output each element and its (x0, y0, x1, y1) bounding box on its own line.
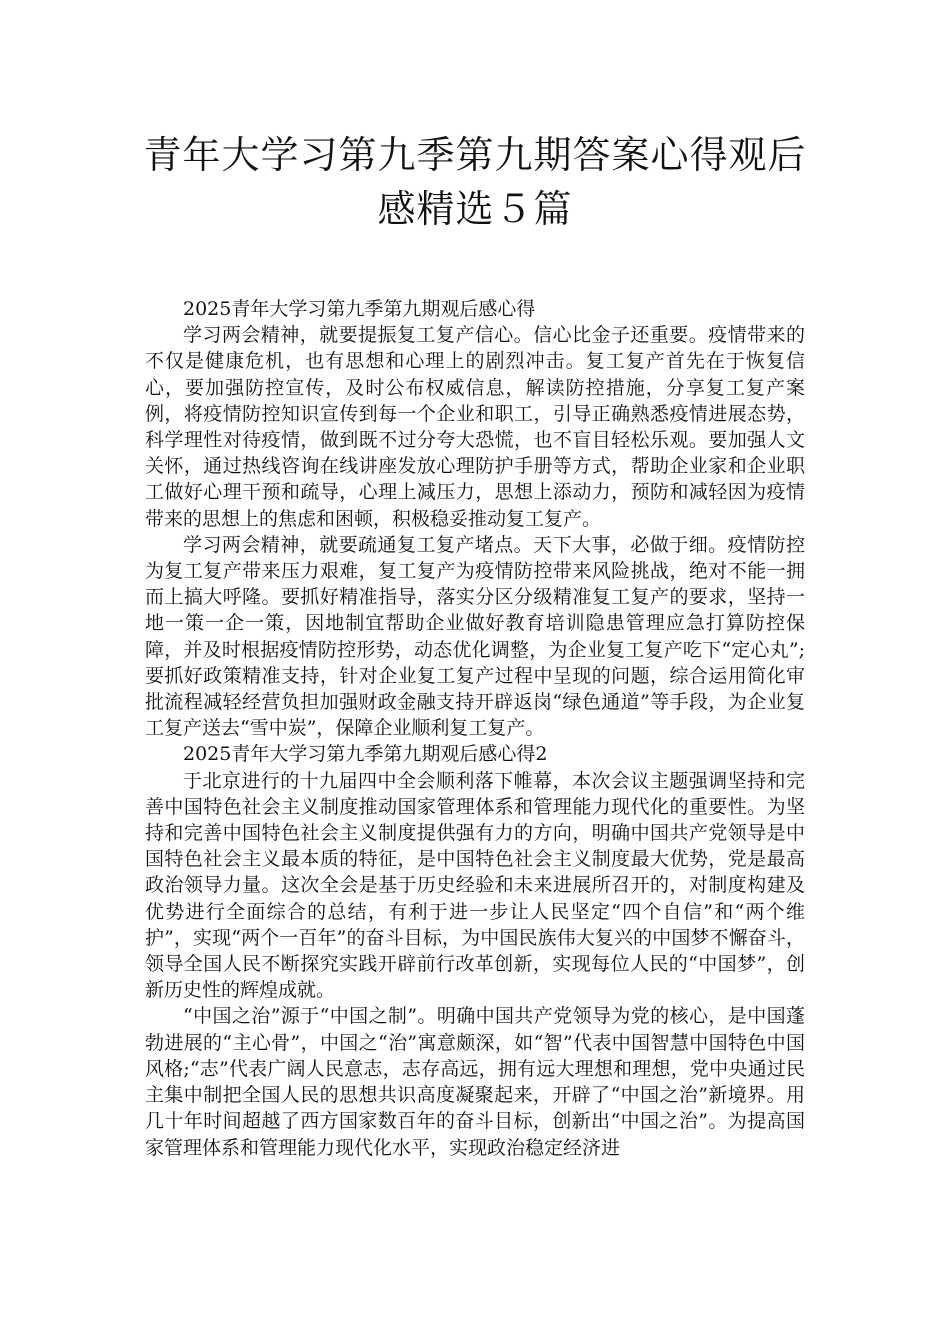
paragraph-3: 于北京进行的十九届四中全会顺利落下帷幕，本次会议主题强调坚持和完善中国特色社会主义制度推动国家管理体系和管理能力现代化的重要性。为坚持和完善中国特色社会主义制度提供强有力的方向，明确中国共产党领导是中国特色社会主义最本质的特征，是中国特色社会主义制度最大优势，党是最高政治领导力量。这次全会是基于历史经验和未来进展所召开的，对制度构建及优势进行全面综合的总结，有利于进一步让人民坚定“四个自信”和“两个维护”，实现“两个一百年”的奋斗目标，为中国民族伟大复兴的中国梦不懈奋斗，领导全国人民不断探究实践开辟前行改革创新，实现每位人民的“中国梦”，创新历史性的辉煌成就。 (145, 769, 805, 1002)
section-heading-2: 2025青年大学习第九季第九期观后感心得2 (183, 743, 548, 766)
title-line-1: 青年大学习第九季第九期答案心得观后 (143, 133, 807, 177)
title-line-2: 感精选５篇 (377, 187, 573, 231)
paragraph-2: 学习两会精神，就要疏通复工复产堵点。天下大事，必做于细。疫情防控为复工复产带来压力艰难，复工复产为疫情防控带来风险挑战，绝对不能一拥而上搞大呼隆。要抓好精准指导，落实分区分级精准复工复产的要求，坚持一地一策一企一策，因地制宜帮助企业做好教育培训隐患管理应急打算防控保障，并及时根据疫情防控形势，动态优化调整，为企业复工复产吃下“定心丸”;要抓好政策精准支持，针对企业复工复产过程中呈现的问题，综合运用简化审批流程减轻经营负担加强财政金融支持开辟返岗“绿色通道”等手段，为企业复工复产送去“雪中炭”，保障企业顺利复工复产。 (145, 533, 805, 740)
section-heading-1: 2025青年大学习第九季第九期观后感心得 (183, 298, 536, 320)
paragraph-4: “中国之治”源于“中国之制”。明确中国共产党领导为党的核心，是中国蓬勃进展的“主心骨”，中国之“治”寓意颇深，如“智”代表中国智慧中国特色中国风格;“志”代表广阔人民意志，志存高远，拥有远大理想和理想，党中央通过民主集中制把全国人民的思想共识高度凝聚起来，开辟了“中国之治”新境界。用几十年时间超越了西方国家数百年的奋斗目标，创新出“中国之治”。为提高国家管理体系和管理能力现代化水平，实现政治稳定经济进 (145, 1005, 805, 1159)
document-body (145, 296, 805, 1161)
paragraph-1: 学习两会精神，就要提振复工复产信心。信心比金子还重要。疫情带来的不仅是健康危机，也有思想和心理上的剧烈冲击。复工复产首先在于恢复信心，要加强防控宣传，及时公布权威信息，解读防控措施，分享复工复产案例，将疫情防控知识宣传到每一个企业和职工，引导正确熟悉疫情进展态势，科学理性对待疫情，做到既不过分夸大恐慌，也不盲目轻松乐观。要加强人文关怀，通过热线咨询在线讲座发放心理防护手册等方式，帮助企业家和企业职工做好心理干预和疏导，心理上减压力，思想上添动力，预防和减轻因为疫情带来的思想上的焦虑和困顿，积极稳妥推动复工复产。 (145, 324, 805, 530)
document-title (120, 128, 830, 236)
